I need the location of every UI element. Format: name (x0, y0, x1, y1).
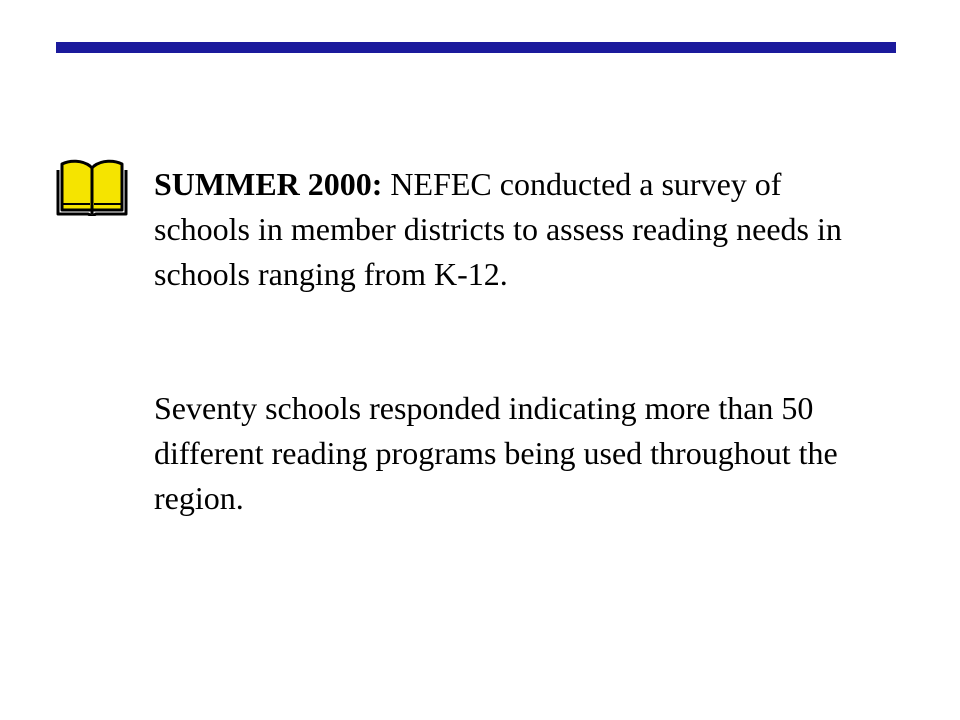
survey-text: NEFEC conducted a survey of schools in member districts to assess reading needs in schools ranging from K-12. (154, 166, 842, 292)
results-paragraph: Seventy schools responded indicating more than 50 different reading programs being used throughout the region. (154, 390, 838, 516)
open-book-icon (54, 158, 130, 216)
date-heading: SUMMER 2000: (154, 166, 383, 202)
survey-paragraph (154, 162, 874, 297)
slide-body (154, 162, 874, 521)
title-divider-bar (56, 42, 896, 53)
